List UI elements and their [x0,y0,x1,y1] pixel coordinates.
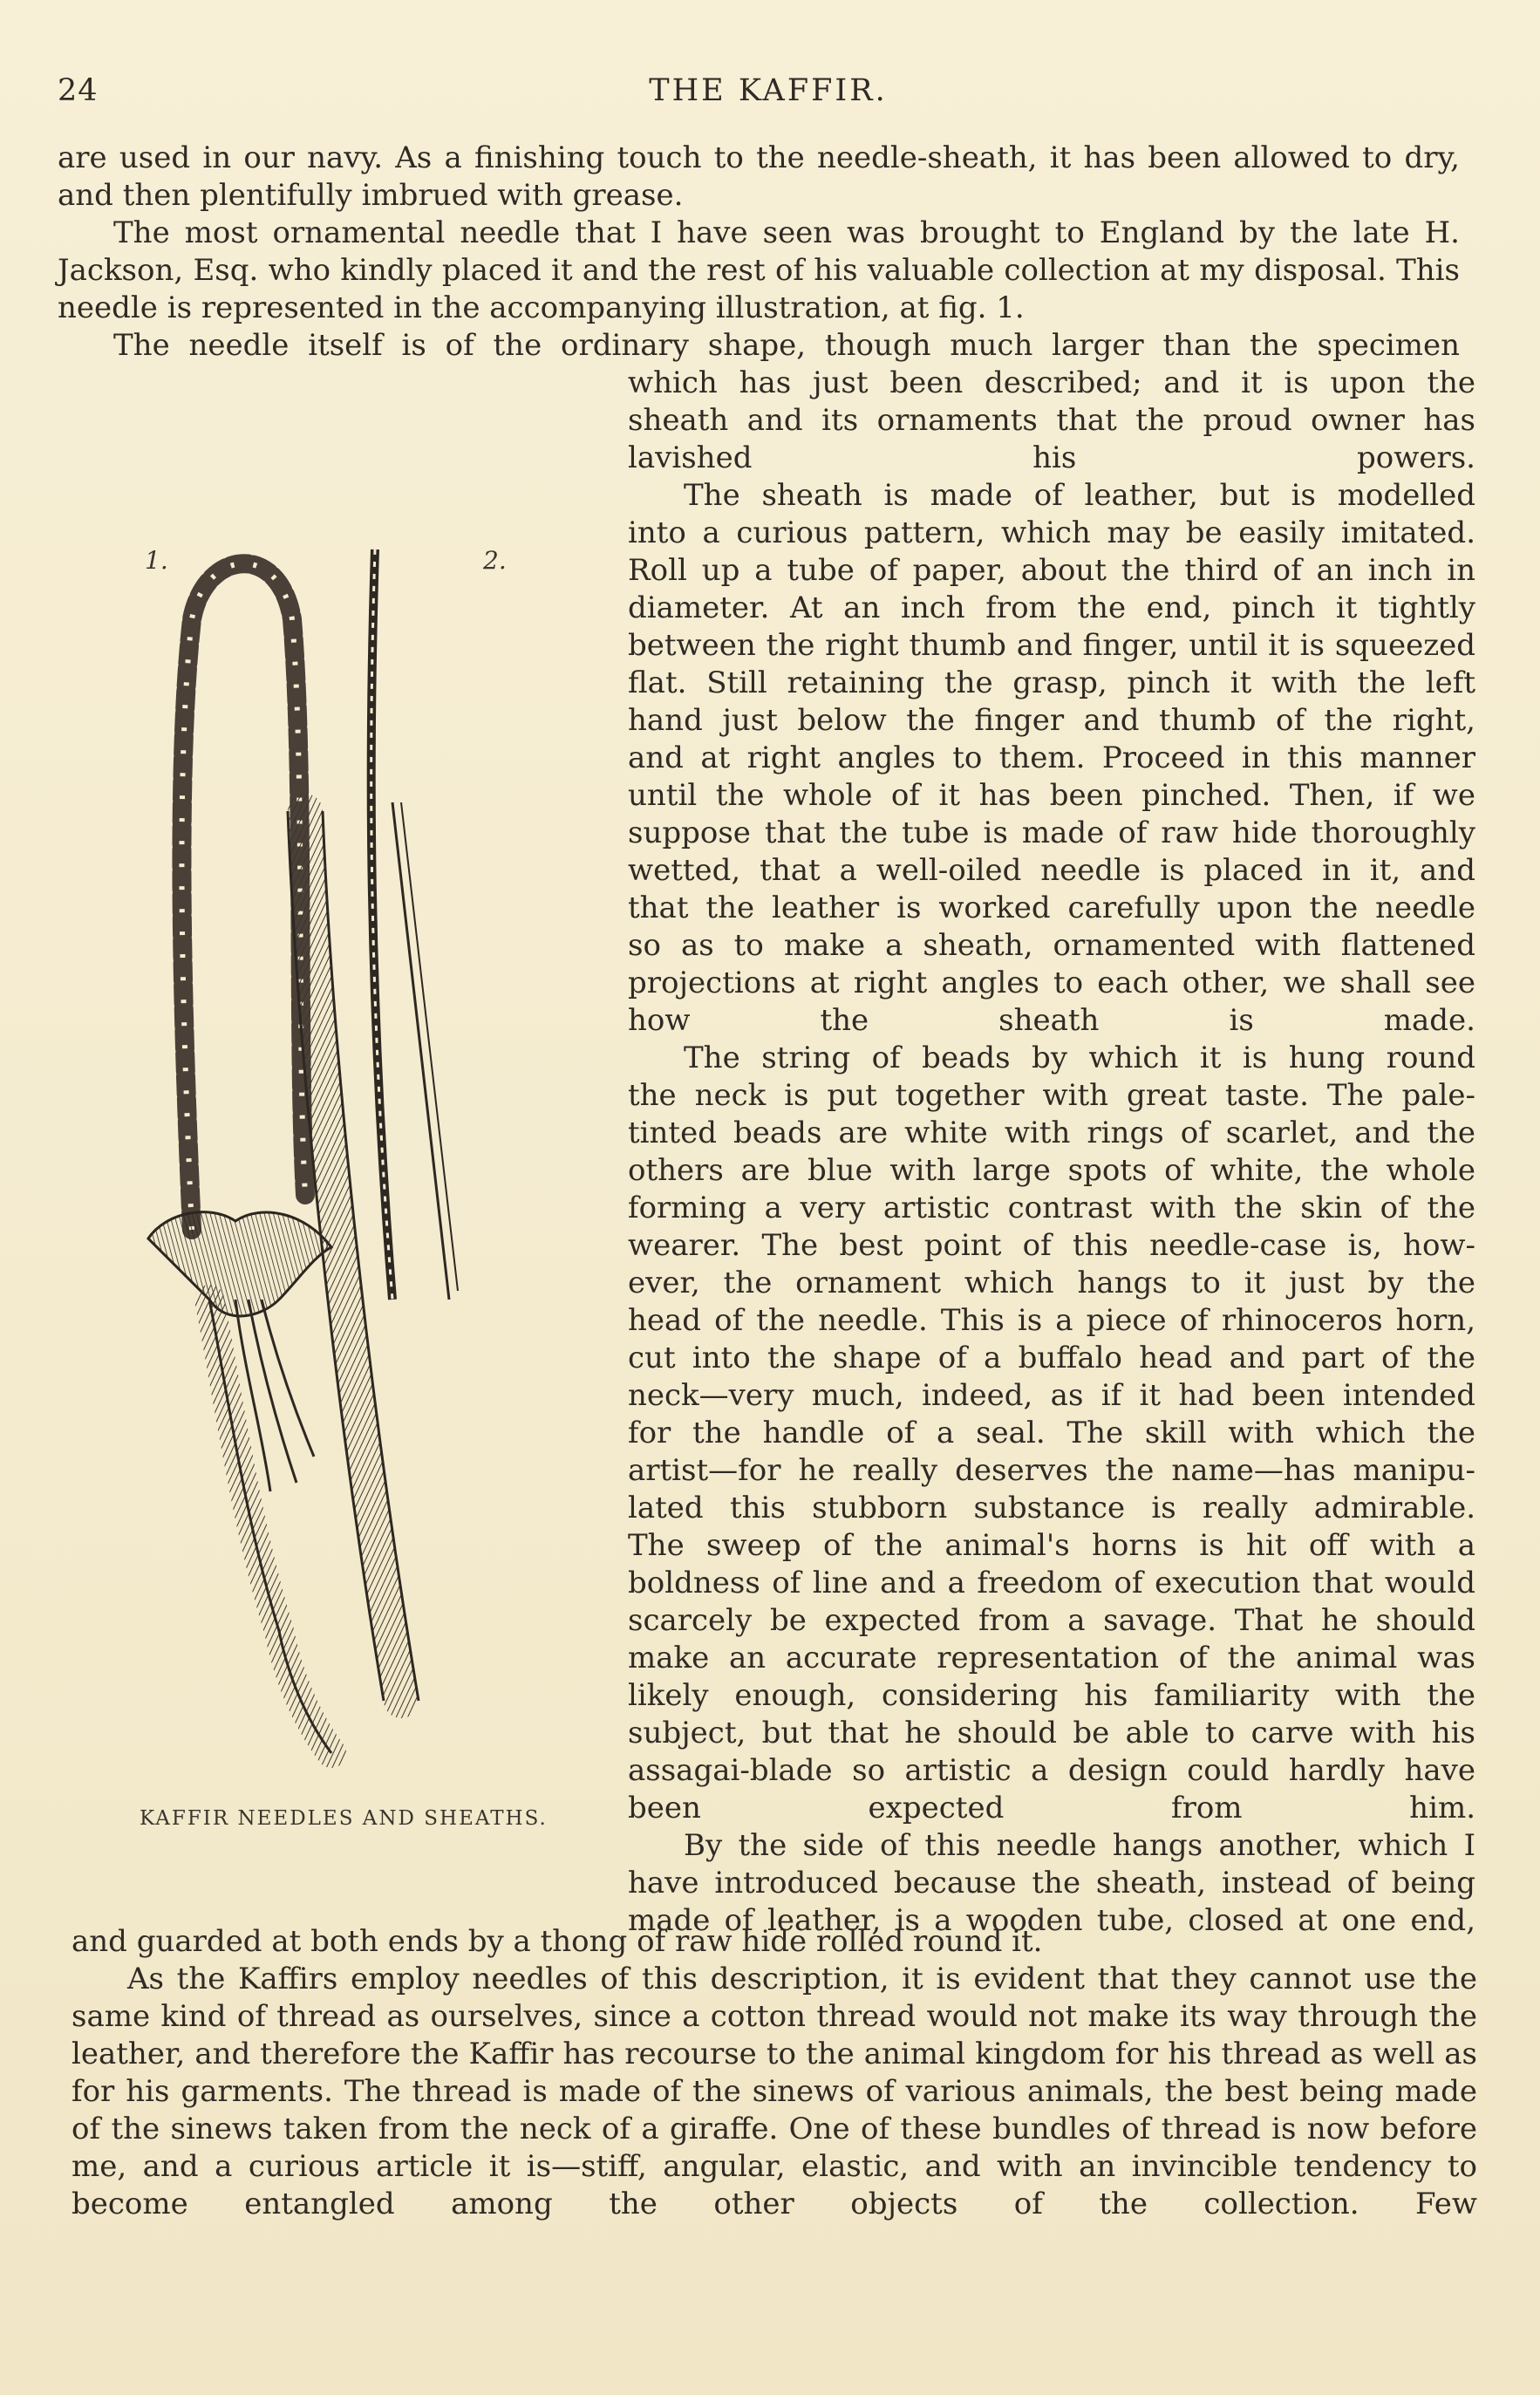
column-line: others are blue with large spots of white, the whole [628,1153,1475,1188]
column-line: hand just below the finger and thumb of the right, [628,703,1475,738]
figure-label-1: 1. [145,546,168,575]
column-line: between the right thumb and finger, until it is squeezed [628,628,1475,663]
paragraph-text: and guarded at both ends by a thong of raw hide rolled round it. [72,1924,1043,1959]
column-line: which has just been described; and it is upon the [628,365,1475,400]
column-line: boldness of line and a freedom of execution that would [628,1566,1475,1600]
column-line: suppose that the tube is made of raw hide thoroughly [628,815,1475,850]
bead-string [181,563,305,1230]
column-line: how the sheath is made. [628,1003,1475,1038]
column-line: ever, the ornament which hangs to it just by the [628,1266,1475,1300]
column-line: wearer. The best point of this needle-case is, how- [628,1228,1475,1263]
column-line: projections at right angles to each other, we shall see [628,966,1475,1000]
column-line: subject, but that he should be able to carve with his [628,1716,1475,1750]
column-line: that the leather is worked carefully upon the needle [628,890,1475,925]
column-line: into a curious pattern, which may be easily imitated. [628,515,1475,550]
figure-caption: KAFFIR NEEDLES AND SHEATHS. [140,1807,548,1830]
column-line: Roll up a tube of paper, about the third of an inch in [628,553,1475,588]
paragraph-text: The most ornamental needle that I have seen was brought to England by the late H. Jackson, Esq. who kindly placed it and the rest of his valuable collection at my disposal. This needle is represented in the accompanying illustration, at fig. 1. [58,215,1460,325]
column-line: assagai-blade so artistic a design could hardly have [628,1753,1475,1788]
column-line: scarcely be expected from a savage. That he should [628,1603,1475,1638]
column-line: wetted, that a well-oiled needle is placed in it, and [628,853,1475,888]
column-line: The string of beads by which it is hung round [684,1041,1475,1075]
wooden-sheath-fig2 [371,549,458,1300]
column-line: likely enough, considering his familiarity with the [628,1678,1475,1713]
column-line: The sheath is made of leather, but is modelled [684,478,1475,513]
column-line: make an accurate representation of the animal was [628,1641,1475,1675]
paragraph-navy [58,140,1460,215]
paragraph-text: As the Kaffirs employ needles of this description, it is evident that they cannot use the same kind of thread as ourselves, since a cotton thread would not make its way through the leather, and therefore the Kaffir has recourse to the animal kingdom for his thread as well as for his garments. The thread is made of the sinews of various animals, the best being made of the sinews taken from the neck of a giraffe. One of these bundles of thread is now before me, and a curious article it is—stiff, angular, elastic, and with an invincible tendency to become entangled among the other objects of the collection. Few [72,1962,1477,2221]
column-line: until the whole of it has been pinched. Then, if we [628,778,1475,813]
page-number: 24 [58,73,99,108]
column-line: tinted beads are white with rings of scarlet, and the [628,1116,1475,1150]
column-line: have introduced because the sheath, instead of being [628,1866,1475,1900]
figure-label-2: 2. [483,546,507,575]
bottom-text [72,1923,1477,2223]
column-line: artist—for he really deserves the name—has manipu- [628,1453,1475,1488]
column-line: cut into the shape of a buffalo head and part of the [628,1341,1475,1375]
column-line: The sweep of the animal's horns is hit off with a [628,1528,1475,1563]
column-line: lated this stubborn substance is really admirable. [628,1491,1475,1525]
paragraph-ornamental-needle [58,215,1460,327]
column-line: head of the needle. This is a piece of rhinoceros horn, [628,1303,1475,1338]
column-line: made of leather, is a wooden tube, closed at one end, [628,1903,1475,1938]
column-line: been expected from him. [628,1791,1475,1825]
buffalo-head-ornament [148,1212,331,1753]
running-title: THE KAFFIR. [649,73,888,108]
column-line: so as to make a sheath, ornamented with flattened [628,928,1475,963]
needles-engraving [131,515,584,1805]
column-line: diameter. At an inch from the end, pinch it tightly [628,590,1475,625]
needles-illustration [131,515,584,1805]
column-line: By the side of this needle hangs another, which I [684,1828,1475,1863]
column-line: forming a very artistic contrast with the skin of the [628,1191,1475,1225]
paragraph-text: The needle itself is of the ordinary shape, though much larger than the specimen [113,328,1460,363]
paragraph-text: are used in our navy. As a finishing touch to the needle-sheath, it has been allowed to dry, and then plentifully imbrued with grease. [58,140,1460,213]
column-line: neck—very much, indeed, as if it had been intended [628,1378,1475,1413]
column-line: for the handle of a seal. The skill with which the [628,1416,1475,1450]
column-line: flat. Still retaining the grasp, pinch it with the left [628,665,1475,700]
column-line: and at right angles to them. Proceed in this manner [628,740,1475,775]
column-line: sheath and its ornaments that the proud owner has [628,403,1475,438]
column-line: the neck is put together with great taste. The pale- [628,1078,1475,1113]
running-head [58,73,1479,117]
column-line: lavished his powers. [628,440,1475,475]
paragraph-needle-shape-start [58,327,1460,365]
wrapped-text-column [628,365,1475,1940]
